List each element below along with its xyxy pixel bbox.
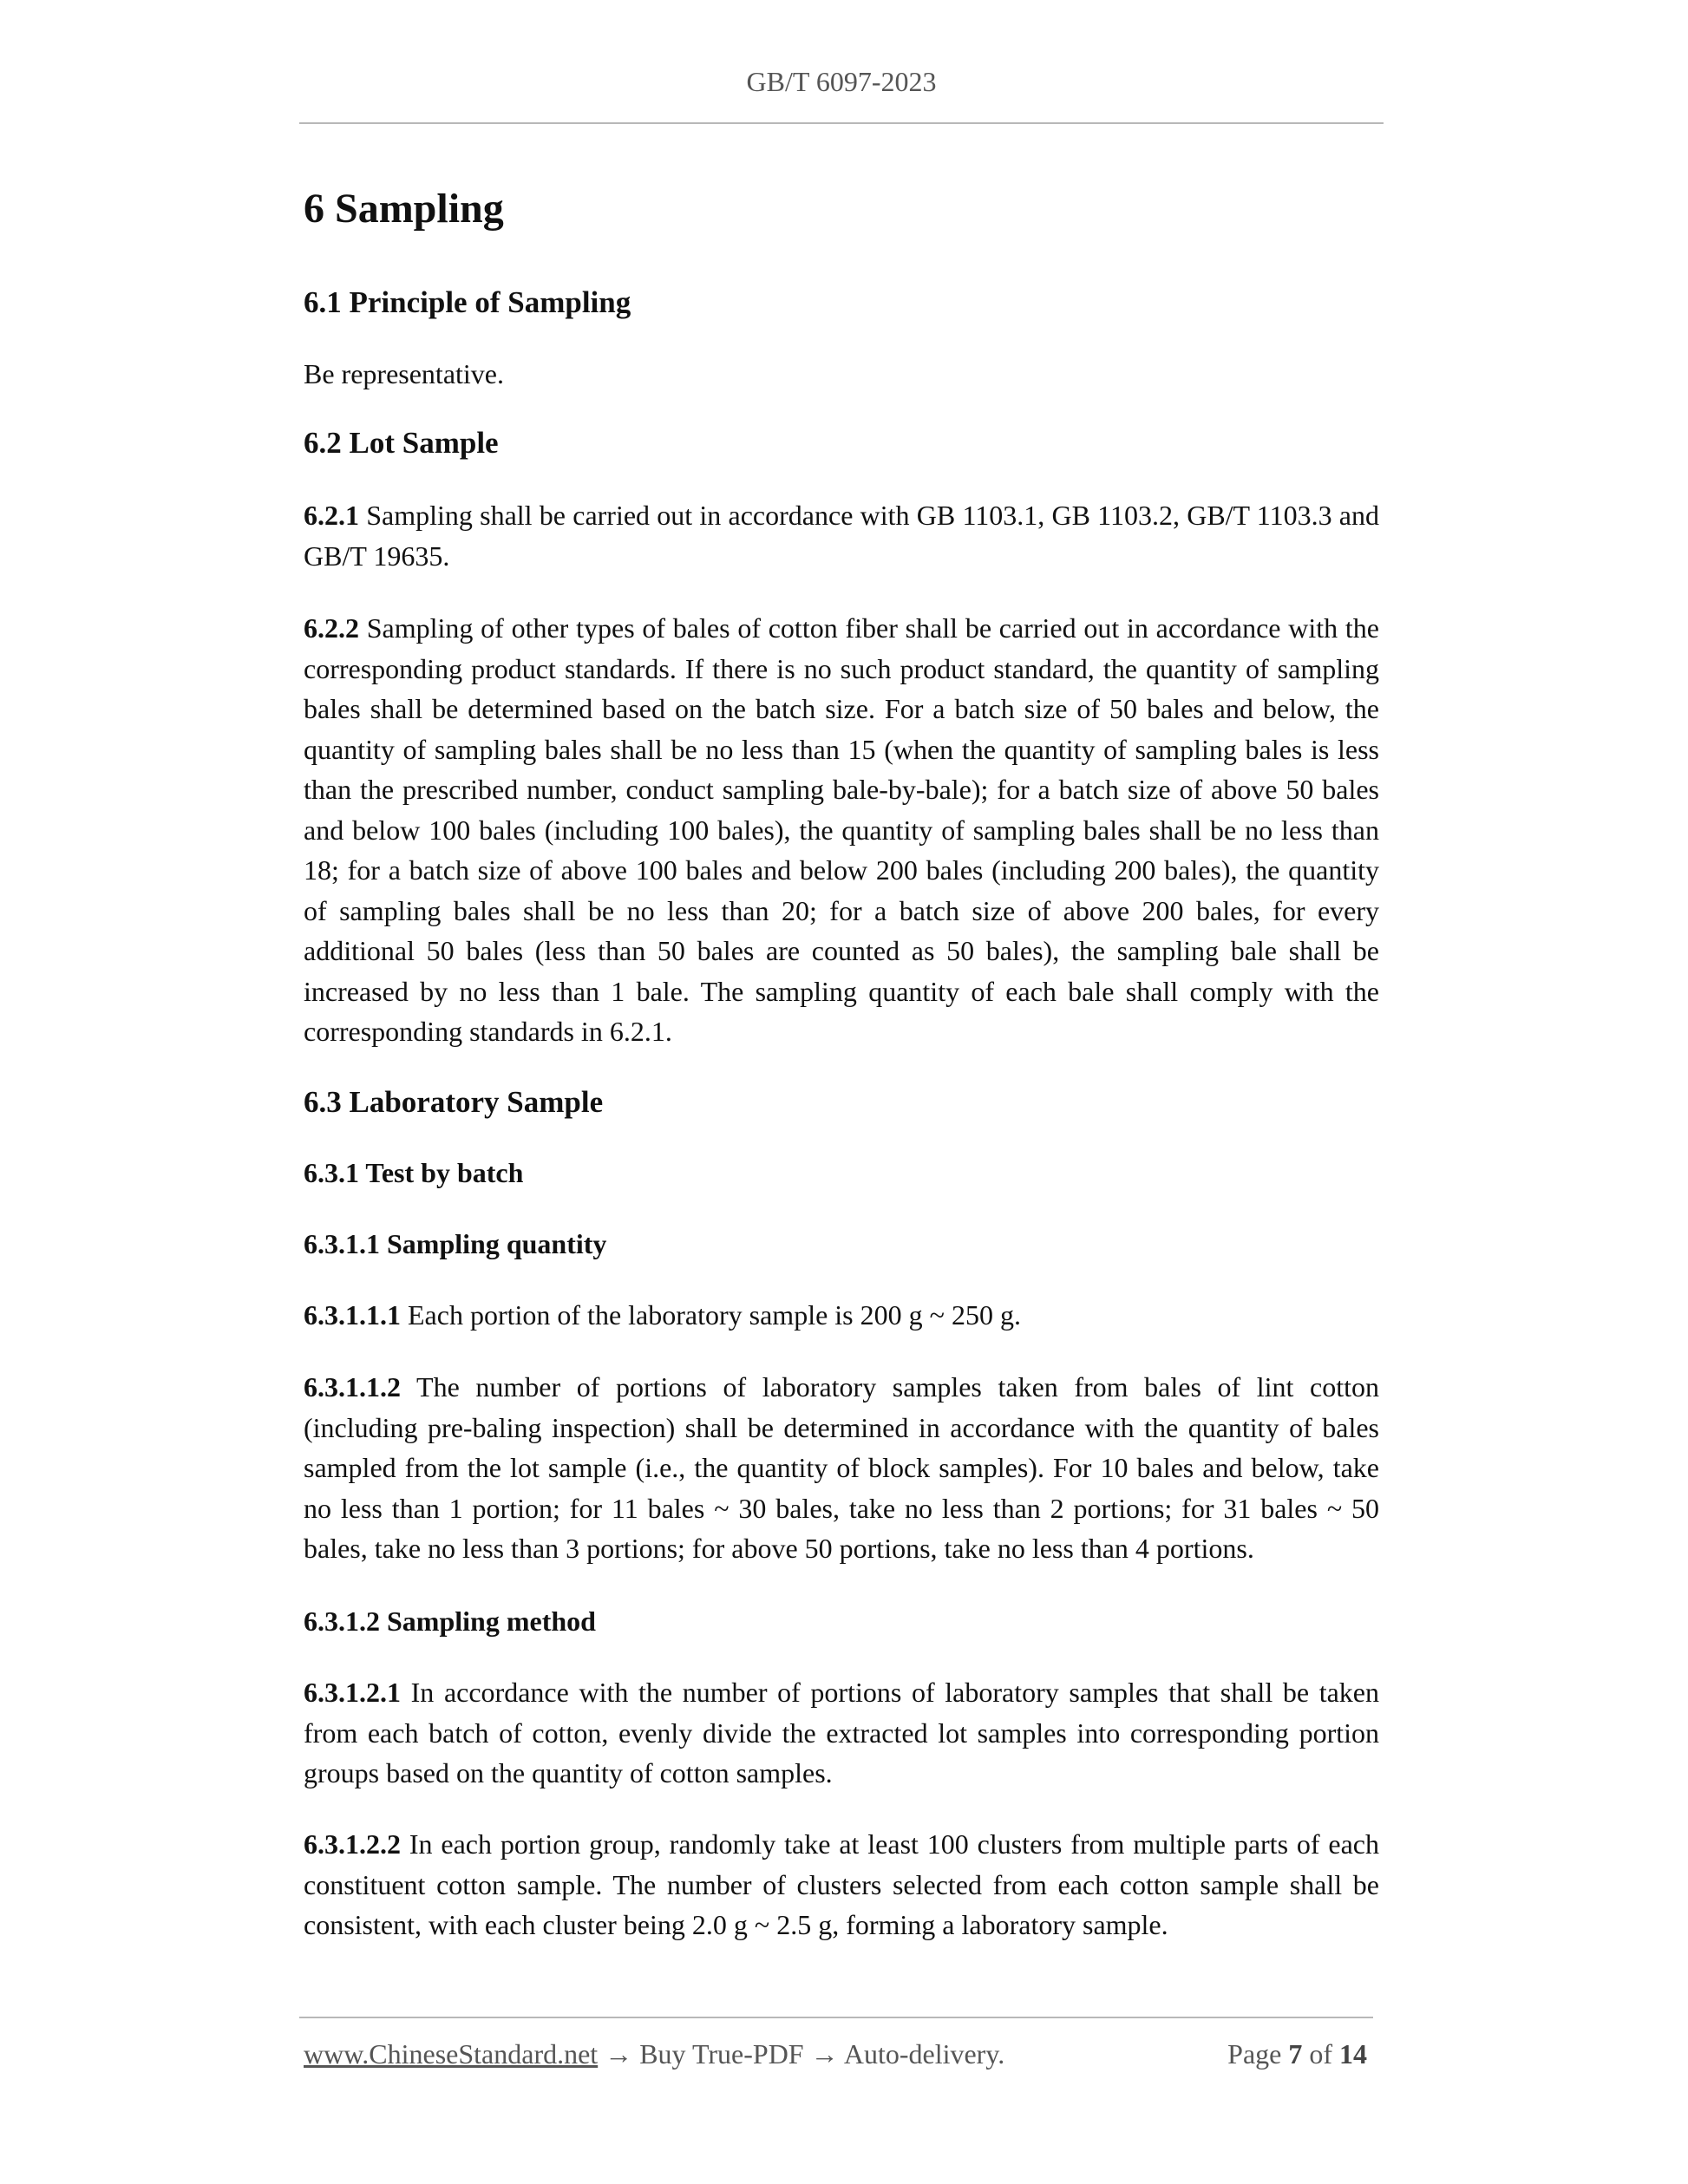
- paragraph-6-3-1-1-1: [304, 1295, 1379, 1336]
- clause-number: 6.3.1.2.1: [304, 1677, 401, 1708]
- heading-6-3-1: 6.3.1 Test by batch: [304, 1157, 524, 1188]
- clause-number: 6.3.1.2.2: [304, 1828, 401, 1860]
- clause-text: Each portion of the laboratory sample is 200 g ~ 250 g.: [401, 1299, 1021, 1331]
- page-label: Page: [1227, 2038, 1289, 2070]
- paragraph-6-1: Be representative.: [304, 358, 504, 389]
- header-title: GB/T 6097-2023: [746, 66, 937, 97]
- paragraph-6-3-1-2-2: [304, 1824, 1379, 1945]
- clause-text: In accordance with the number of portions of laboratory samples that shall be taken from each batch of cotton, evenly divide the extracted lot samples into corresponding portion groups based on the quantity of cotton samples.: [304, 1677, 1379, 1788]
- clause-number: 6.3.1.1.1: [304, 1299, 401, 1331]
- page-indicator: [1227, 2038, 1367, 2070]
- footer-divider: [299, 2017, 1373, 2018]
- footer-buy-text: Buy True-PDF: [632, 2038, 811, 2070]
- section-title: 6 Sampling: [304, 186, 504, 232]
- clause-text: The number of portions of laboratory samples taken from bales of lint cotton (including pre-baling inspection) shall be determined in accordance with the quantity of bales sampled from the lot sample (i.e., the quantity of block samples). For 10 bales and below, take no less than 1 portion; for 11 bales ~ 30 bales, take no less than 2 portions; for 31 bales ~ 50 bales, take no less than 3 portions; for above 50 portions, take no less than 4 portions.: [304, 1371, 1379, 1564]
- footer-promo: [304, 2038, 1004, 2070]
- heading-6-1: 6.1 Principle of Sampling: [304, 285, 631, 319]
- clause-number: 6.2.1: [304, 500, 359, 531]
- total-page-count: 14: [1339, 2038, 1367, 2070]
- paragraph-6-2-2: [304, 608, 1379, 1052]
- footer-delivery-text: Auto-delivery.: [838, 2038, 1005, 2070]
- current-page-number: 7: [1288, 2038, 1303, 2070]
- paragraph-6-3-1-2-1: [304, 1672, 1379, 1794]
- clause-text: In each portion group, randomly take at least 100 clusters from multiple parts of each constituent cotton sample. The number of clusters selected from each cotton sample shall be consistent, with each cluster being 2.0 g ~ 2.5 g, forming a laboratory sample.: [304, 1828, 1379, 1940]
- heading-6-3-1-1: 6.3.1.1 Sampling quantity: [304, 1228, 607, 1259]
- clause-number: 6.2.2: [304, 612, 359, 644]
- heading-6-3-1-2: 6.3.1.2 Sampling method: [304, 1605, 596, 1637]
- heading-6-2: 6.2 Lot Sample: [304, 426, 499, 460]
- paragraph-6-3-1-1-2: [304, 1367, 1379, 1569]
- heading-6-3: 6.3 Laboratory Sample: [304, 1085, 604, 1119]
- paragraph-6-2-1: [304, 495, 1379, 576]
- arrow-right-icon: →: [605, 2038, 633, 2070]
- website-link[interactable]: www.ChineseStandard.net: [304, 2038, 599, 2070]
- arrow-right-icon: →: [810, 2038, 839, 2070]
- clause-text: Sampling shall be carried out in accordance with GB 1103.1, GB 1103.2, GB/T 1103.3 and GB/T 19635.: [304, 500, 1379, 572]
- clause-number: 6.3.1.1.2: [304, 1371, 401, 1403]
- header-divider: [299, 122, 1384, 124]
- of-label: of: [1302, 2038, 1339, 2070]
- clause-text: Sampling of other types of bales of cotton fiber shall be carried out in accordance with the corresponding product standards. If there is no such product standard, the quantity of sampling bales shall be determined based on the batch size. For a batch size of 50 bales and below, the quantity of sampling bales shall be no less than 15 (when the quantity of sampling bales is less than the prescribed number, conduct sampling bale-by-bale); for a batch size of above 50 bales and below 100 bales (including 100 bales), the quantity of sampling bales shall be no less than 18; for a batch size of above 100 bales and below 200 bales (including 200 bales), the quantity of sampling bales shall be no less than 20; for a batch size of above 200 bales, for every additional 50 bales (less than 50 bales are counted as 50 bales), the sampling bale shall be increased by no less than 1 bale. The sampling quantity of each bale shall comply with the corresponding standards in 6.2.1.: [304, 612, 1379, 1047]
